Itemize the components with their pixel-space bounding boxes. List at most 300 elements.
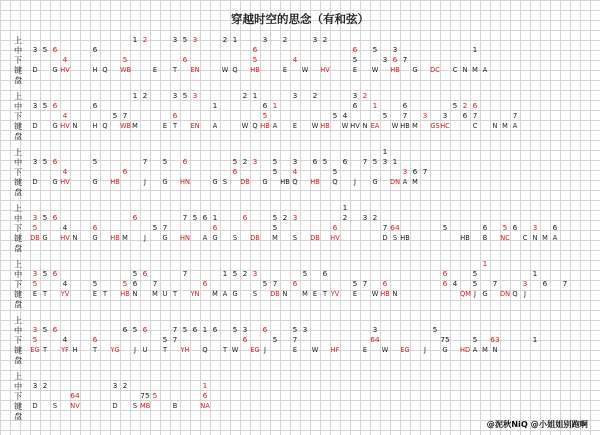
note-cell: 7 — [172, 335, 178, 344]
note-cell: 5 — [272, 157, 278, 166]
key-cell: J — [134, 346, 136, 354]
key-cell: YN — [190, 290, 200, 298]
note-cell: 5 — [302, 269, 308, 278]
note-cell: 2 — [42, 381, 48, 390]
note-cell: 2 — [312, 91, 318, 100]
note-cell: 6 — [52, 213, 58, 222]
note-cell: 2 — [342, 213, 348, 222]
key-cell: HV — [350, 122, 360, 130]
note-cell: 5 — [372, 157, 378, 166]
note-cell: 4 — [62, 111, 68, 120]
note-cell: 7 — [292, 335, 298, 344]
note-cell: 3 — [292, 91, 298, 100]
note-cell: 6 — [92, 101, 98, 110]
note-cell: 1 — [532, 335, 538, 344]
key-cell: DN — [390, 178, 401, 186]
key-cell: HB — [400, 234, 410, 242]
note-cell: 3 — [252, 269, 258, 278]
key-cell: D — [112, 402, 118, 410]
note-cell: 3 — [192, 35, 198, 44]
note-cell: 3 — [242, 325, 248, 334]
note-cell: 1 — [392, 157, 398, 166]
key-cell: D — [32, 122, 38, 130]
row-label: 键 盘 — [14, 65, 27, 85]
key-cell: HB — [260, 122, 270, 130]
credit-line: @泥秋NiQ @小姐姐别跑啊 — [486, 419, 588, 429]
note-cell: 3 — [192, 91, 198, 100]
note-cell: 4 — [62, 279, 68, 288]
key-cell: G — [52, 66, 58, 74]
note-cell: 6 — [462, 111, 468, 120]
note-cell: 5 — [232, 269, 238, 278]
row-label: 上 — [14, 35, 23, 45]
key-cell: N — [492, 346, 498, 354]
key-cell: M — [412, 178, 418, 186]
key-cell: E — [282, 66, 288, 74]
key-cell: T — [222, 346, 228, 354]
key-cell: D — [32, 402, 38, 410]
key-cell: N — [282, 290, 288, 298]
row-label: 键 盘 — [14, 121, 27, 141]
key-cell: DB — [240, 178, 250, 186]
note-cell: 3 — [112, 381, 118, 390]
row-label: 上 — [14, 91, 23, 101]
key-cell: M — [482, 346, 488, 354]
note-cell: 6 — [52, 157, 58, 166]
key-cell: HB — [320, 122, 330, 130]
note-cell: 6 — [242, 335, 248, 344]
note-cell: 6 — [132, 213, 138, 222]
row-label: 中 — [14, 157, 23, 167]
key-cell: EG — [30, 346, 40, 354]
key-cell: W — [391, 122, 399, 130]
key-cell: E — [312, 290, 318, 298]
note-cell: 6 — [182, 157, 188, 166]
note-cell: 2 — [322, 35, 328, 44]
note-cell: 64 — [70, 391, 80, 400]
note-cell: 5 — [472, 269, 478, 278]
key-cell: HB — [460, 234, 470, 242]
key-cell: E — [292, 122, 298, 130]
key-cell: NC — [500, 234, 510, 242]
key-cell: T — [42, 290, 48, 298]
note-cell: 2 — [282, 213, 288, 222]
note-cell: 2 — [242, 91, 248, 100]
note-cell: 5 — [152, 391, 158, 400]
row-lower — [0, 335, 600, 345]
key-cell: G — [412, 66, 418, 74]
key-cell: G — [42, 234, 48, 242]
note-cell: 5 — [162, 335, 168, 344]
note-cell: 6 — [322, 269, 328, 278]
key-cell: QM — [460, 290, 471, 298]
note-cell: 1 — [482, 259, 488, 268]
note-cell: 6 — [182, 55, 188, 64]
note-cell: 5 — [452, 101, 458, 110]
row-lower — [0, 167, 600, 177]
key-cell: M — [122, 234, 128, 242]
note-cell: 2 — [242, 269, 248, 278]
key-cell: DB — [270, 290, 280, 298]
key-cell: DB — [310, 234, 320, 242]
note-cell: 3 — [312, 35, 318, 44]
row-label: 键 盘 — [14, 401, 27, 421]
key-cell: M — [212, 290, 218, 298]
key-cell: B — [172, 402, 178, 410]
key-cell: N — [532, 234, 538, 242]
key-cell: W — [241, 122, 249, 130]
row-middle — [0, 157, 600, 167]
note-cell: 6 — [92, 335, 98, 344]
note-cell: 7 — [492, 279, 498, 288]
key-cell: Q — [292, 178, 298, 186]
key-cell: Q — [102, 66, 108, 74]
row-middle — [0, 381, 600, 391]
note-cell: 5 — [132, 325, 138, 334]
note-cell: 5 — [32, 279, 38, 288]
note-cell: 1 — [272, 101, 278, 110]
note-cell: 5 — [292, 325, 298, 334]
key-cell: EN — [190, 66, 200, 74]
key-cell: HB — [390, 66, 400, 74]
note-cell: 63 — [490, 335, 500, 344]
key-cell: HN — [180, 234, 190, 242]
key-cell: A — [472, 346, 478, 354]
key-cell: EG — [250, 346, 260, 354]
key-cell: J — [424, 346, 426, 354]
note-cell: 5 — [122, 55, 128, 64]
note-cell: 7 — [152, 279, 158, 288]
key-cell: G — [92, 234, 98, 242]
key-cell: G — [212, 178, 218, 186]
key-cell: S — [252, 290, 258, 298]
note-cell: 6 — [232, 167, 238, 176]
row-label: 中 — [14, 101, 23, 111]
key-cell: C — [522, 234, 528, 242]
key-cell: G — [232, 290, 238, 298]
note-cell: 5 — [232, 157, 238, 166]
note-cell: 6 — [472, 101, 478, 110]
note-cell: 5 — [132, 269, 138, 278]
note-cell: 2 — [462, 101, 468, 110]
note-cell: 6 — [332, 223, 338, 232]
key-cell: J — [354, 178, 356, 186]
note-cell: 5 — [112, 111, 118, 120]
note-cell: 7 — [142, 157, 148, 166]
note-cell: 6 — [542, 279, 548, 288]
note-cell: 5 — [262, 111, 268, 120]
row-upper — [0, 91, 600, 101]
key-cell: S — [52, 402, 58, 410]
note-cell: 3 — [402, 167, 408, 176]
note-cell: 7 — [402, 111, 408, 120]
note-cell: 6 — [202, 213, 208, 222]
row-label: 中 — [14, 325, 23, 335]
note-cell: 3 — [292, 213, 298, 222]
key-cell: A — [272, 122, 278, 130]
note-cell: 6 — [442, 269, 448, 278]
row-middle — [0, 325, 600, 335]
row-keys — [0, 65, 600, 85]
note-cell: 3 — [532, 223, 538, 232]
key-cell: H — [92, 66, 98, 74]
key-cell: E — [352, 66, 358, 74]
key-cell: W — [341, 122, 349, 130]
note-cell: 3 — [382, 157, 388, 166]
note-cell: 5 — [42, 269, 48, 278]
key-cell: N — [362, 122, 368, 130]
key-cell: YV — [330, 290, 340, 298]
row-keys — [0, 289, 600, 309]
note-cell: 64 — [370, 335, 380, 344]
note-cell: 5 — [42, 45, 48, 54]
note-cell: 7 — [562, 279, 568, 288]
key-cell: S — [232, 234, 238, 242]
key-cell: EN — [190, 122, 200, 130]
note-cell: 5 — [32, 223, 38, 232]
row-lower — [0, 391, 600, 401]
key-cell: YF — [61, 346, 69, 354]
note-cell: 3 — [32, 213, 38, 222]
row-lower — [0, 279, 600, 289]
note-cell: 6 — [92, 45, 98, 54]
note-cell: 4 — [292, 167, 298, 176]
note-cell: 1 — [202, 325, 208, 334]
note-cell: 1 — [252, 91, 258, 100]
note-cell: 5 — [42, 101, 48, 110]
note-cell: 6 — [122, 167, 128, 176]
key-cell: G — [162, 178, 168, 186]
note-cell: 7 — [182, 269, 188, 278]
page-title: 穿越时空的思念（有和弦） — [231, 12, 369, 26]
note-cell: 3 — [32, 101, 38, 110]
key-cell: Q — [232, 66, 238, 74]
note-cell: 4 — [342, 111, 348, 120]
note-cell: 6 — [52, 269, 58, 278]
note-cell: 6 — [392, 55, 398, 64]
row-label: 下 — [14, 55, 23, 65]
key-cell: M — [272, 234, 278, 242]
note-cell: 4 — [62, 223, 68, 232]
note-cell: 3 — [292, 157, 298, 166]
key-cell: J — [474, 290, 476, 298]
key-cell: W — [301, 66, 309, 74]
note-cell: 1 — [202, 381, 208, 390]
note-cell: 1 — [342, 203, 348, 212]
key-cell: DB — [250, 234, 260, 242]
note-cell: 1 — [532, 269, 538, 278]
key-cell: J — [144, 178, 146, 186]
row-middle — [0, 101, 600, 111]
key-cell: HD — [460, 346, 471, 354]
note-cell: 3 — [32, 269, 38, 278]
note-cell: 3 — [522, 279, 528, 288]
note-cell: 5 — [272, 223, 278, 232]
note-cell: 6 — [52, 101, 58, 110]
note-cell: 6 — [352, 45, 358, 54]
note-cell: 64 — [390, 223, 400, 232]
key-cell: E — [352, 290, 358, 298]
key-cell: A — [512, 122, 518, 130]
note-cell: 7 — [512, 111, 518, 120]
key-cell: T — [42, 346, 48, 354]
row-label: 下 — [14, 335, 23, 345]
key-cell: Q — [332, 178, 338, 186]
key-cell: T — [162, 346, 168, 354]
note-cell: 75 — [140, 391, 150, 400]
key-cell: A — [402, 178, 408, 186]
note-cell: 2 — [122, 381, 128, 390]
key-cell: GS — [430, 122, 440, 130]
key-cell: T — [92, 346, 98, 354]
key-cell: J — [264, 346, 266, 354]
key-cell: W — [381, 346, 389, 354]
key-cell: Q — [512, 290, 518, 298]
row-lower — [0, 223, 600, 233]
note-cell: 3 — [32, 381, 38, 390]
note-cell: 6 — [352, 101, 358, 110]
note-cell: 3 — [352, 91, 358, 100]
note-cell: 3 — [32, 157, 38, 166]
row-keys — [0, 121, 600, 141]
row-label: 上 — [14, 259, 23, 269]
note-cell: 7 — [382, 223, 388, 232]
key-cell: D — [382, 234, 388, 242]
key-cell: M — [152, 290, 158, 298]
key-cell: G — [52, 122, 58, 130]
row-lower — [0, 55, 600, 65]
key-cell: S — [292, 234, 298, 242]
note-cell: 6 — [132, 279, 138, 288]
note-cell: 3 — [262, 35, 268, 44]
note-cell: 5 — [502, 223, 508, 232]
note-cell: 1 — [132, 91, 138, 100]
note-cell: 7 — [272, 279, 278, 288]
note-cell: 4 — [292, 55, 298, 64]
note-cell: 5 — [122, 279, 128, 288]
row-keys — [0, 401, 600, 421]
note-cell: 6 — [342, 157, 348, 166]
note-cell: 6 — [142, 269, 148, 278]
key-cell: NA — [200, 402, 210, 410]
note-cell: 6 — [512, 223, 518, 232]
key-cell: YH — [180, 346, 190, 354]
key-cell: M — [132, 122, 138, 130]
key-cell: B — [482, 234, 488, 242]
row-upper — [0, 315, 600, 325]
key-cell: EG — [400, 346, 410, 354]
key-cell: S — [392, 234, 398, 242]
note-cell: 6 — [242, 213, 248, 222]
note-cell: 3 — [172, 91, 178, 100]
key-cell: E — [152, 66, 158, 74]
row-label: 键 盘 — [14, 289, 27, 309]
key-cell: D — [32, 66, 38, 74]
note-cell: 6 — [262, 101, 268, 110]
note-cell: 5 — [372, 45, 378, 54]
note-cell: 5 — [32, 335, 38, 344]
note-cell: 6 — [52, 325, 58, 334]
key-cell: G — [372, 178, 378, 186]
key-cell: HB — [120, 290, 130, 298]
key-cell: HV — [60, 234, 70, 242]
key-cell: G — [212, 234, 218, 242]
row-label: 下 — [14, 391, 23, 401]
note-cell: 1 — [372, 101, 378, 110]
key-cell: W — [311, 346, 319, 354]
key-cell: G — [52, 178, 58, 186]
note-cell: 6 — [292, 279, 298, 288]
key-cell: MB — [140, 402, 151, 410]
key-cell: N — [392, 290, 398, 298]
key-cell: HF — [330, 346, 340, 354]
row-middle — [0, 45, 600, 55]
note-cell: 5 — [192, 213, 198, 222]
key-cell: E — [92, 290, 98, 298]
note-cell: 7 — [402, 55, 408, 64]
row-label: 键 盘 — [14, 177, 27, 197]
row-keys — [0, 345, 600, 365]
note-cell: 4 — [452, 279, 458, 288]
row-keys — [0, 233, 600, 253]
key-cell: M — [412, 122, 418, 130]
key-cell: E — [162, 122, 168, 130]
key-cell: N — [72, 122, 78, 130]
note-cell: 5 — [152, 223, 158, 232]
note-cell: 1 — [212, 101, 218, 110]
row-label: 上 — [14, 203, 23, 213]
note-cell: 6 — [52, 45, 58, 54]
note-cell: 2 — [142, 35, 148, 44]
note-cell: 7 — [422, 167, 428, 176]
note-cell: 4 — [62, 55, 68, 64]
note-cell: 5 — [252, 55, 258, 64]
key-cell: E — [292, 346, 298, 354]
key-cell: M — [542, 234, 548, 242]
note-cell: 4 — [62, 167, 68, 176]
key-cell: Q — [102, 122, 108, 130]
note-cell: 5 — [352, 55, 358, 64]
note-cell: 5 — [182, 91, 188, 100]
key-cell: W — [311, 122, 319, 130]
row-middle — [0, 269, 600, 279]
key-cell: J — [144, 234, 146, 242]
note-cell: 5 — [472, 279, 478, 288]
key-cell: H — [72, 346, 78, 354]
note-cell: 2 — [372, 213, 378, 222]
row-label: 下 — [14, 111, 23, 121]
key-cell: M — [472, 66, 478, 74]
note-cell: 5 — [92, 279, 98, 288]
note-cell: 6 — [212, 325, 218, 334]
key-cell: WB — [120, 66, 132, 74]
row-keys — [0, 177, 600, 197]
note-cell: 3 — [172, 35, 178, 44]
note-cell: 5 — [352, 279, 358, 288]
key-cell: G — [262, 178, 268, 186]
key-cell: HB — [400, 122, 410, 130]
key-cell: YG — [110, 346, 120, 354]
key-cell: DB — [30, 234, 40, 242]
note-cell: 6 — [142, 325, 148, 334]
note-cell: 5 — [262, 279, 268, 288]
key-cell: A — [222, 290, 228, 298]
key-cell: J — [524, 290, 526, 298]
key-cell: HV — [320, 66, 330, 74]
key-cell: Q — [252, 122, 258, 130]
note-cell: 7 — [362, 157, 368, 166]
key-cell: G — [442, 346, 448, 354]
